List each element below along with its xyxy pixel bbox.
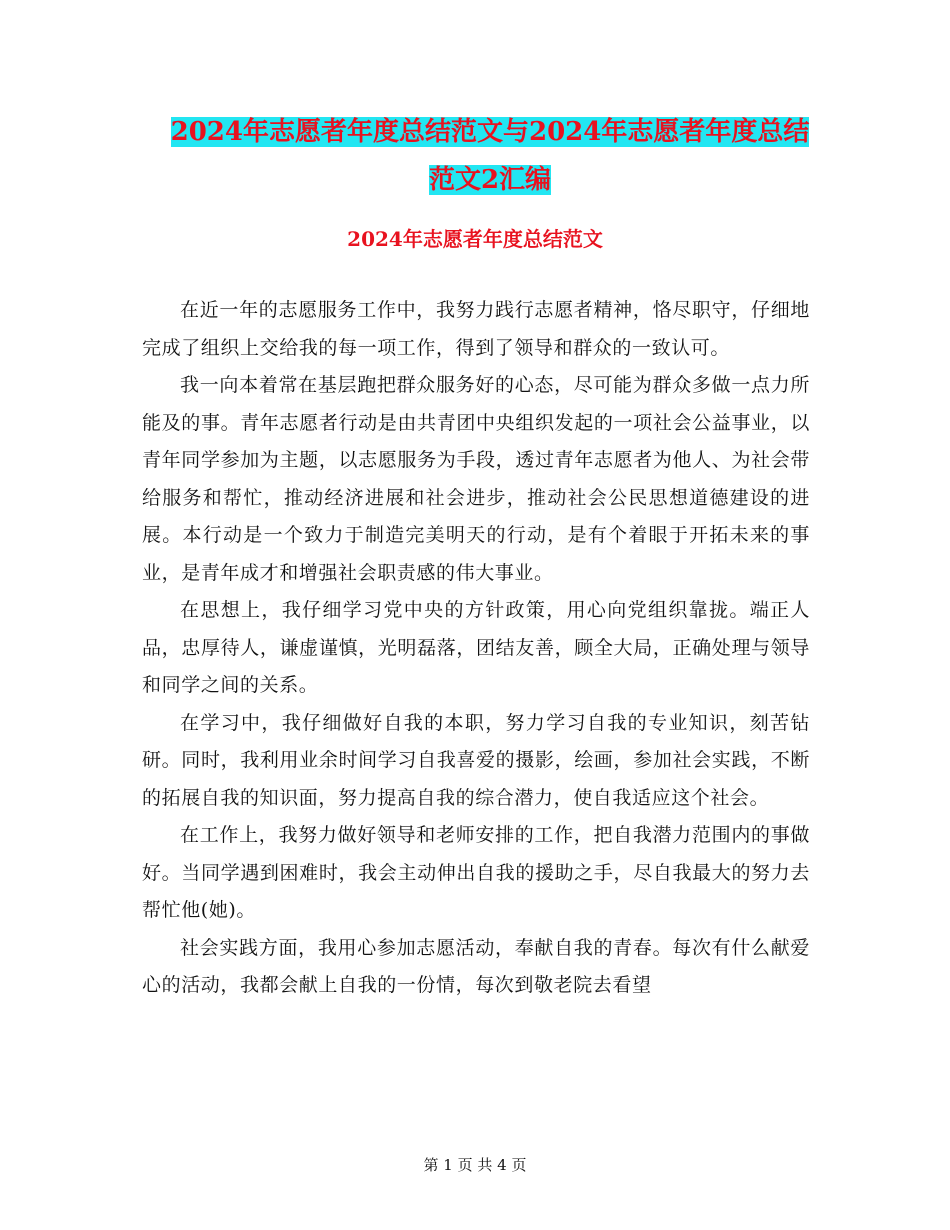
paragraph-4: 在学习中，我仔细做好自我的本职，努力学习自我的专业知识，刻苦钻研。同时，我利用业余时间学习自我喜爱的摄影，绘画，参加社会实践，不断的拓展自我的知识面，努力提高自我的综合潜力，使自我适应这个社会。 [142,711,810,809]
section-title: 2024年志愿者年度总结范文 [347,227,603,251]
paragraph-2: 我一向本着常在基层跑把群众服务好的心态，尽可能为群众多做一点力所能及的事。青年志愿者行动是由共青团中央组织发起的一项社会公益事业，以青年同学参加为主题，以志愿服务为手段，透过青年志愿者为他人、为社会带给服务和帮忙，推动经济进展和社会进步，推动社会公民思想道德建设的进展。本行动是一个致力于制造完美明天的行动，是有个着眼于开拓未来的事业，是青年成才和增强社会职责感的伟大事业。 [142,374,810,584]
document-title-line-1: 2024年志愿者年度总结范文与2024年志愿者年度总结 [170,117,810,147]
paragraph-3: 在思想上，我仔细学习党中央的方针政策，用心向党组织靠拢。端正人品，忠厚待人，谦虚谨慎，光明磊落，团结友善，顾全大局，正确处理与领导和同学之间的关系。 [142,599,810,696]
paragraph-6: 社会实践方面，我用心参加志愿活动，奉献自我的青春。每次有什么献爱心的活动，我都会献上自我的一份情，每次到敬老院去看望 [142,936,810,996]
document-title [150,108,830,204]
paragraph-1: 在近一年的志愿服务工作中，我努力践行志愿者精神，恪尽职守，仔细地完成了组织上交给我的每一项工作，得到了领导和群众的一致认可。 [142,299,810,359]
page-number-footer: 第 1 页 共 4 页 [423,1156,527,1174]
document-body [142,292,810,1005]
document-title-line-2: 范文2汇编 [428,165,552,195]
paragraph-5: 在工作上，我努力做好领导和老师安排的工作，把自我潜力范围内的事做好。当同学遇到困难时，我会主动伸出自我的援助之手，尽自我最大的努力去帮忙他(她)。 [142,824,810,921]
